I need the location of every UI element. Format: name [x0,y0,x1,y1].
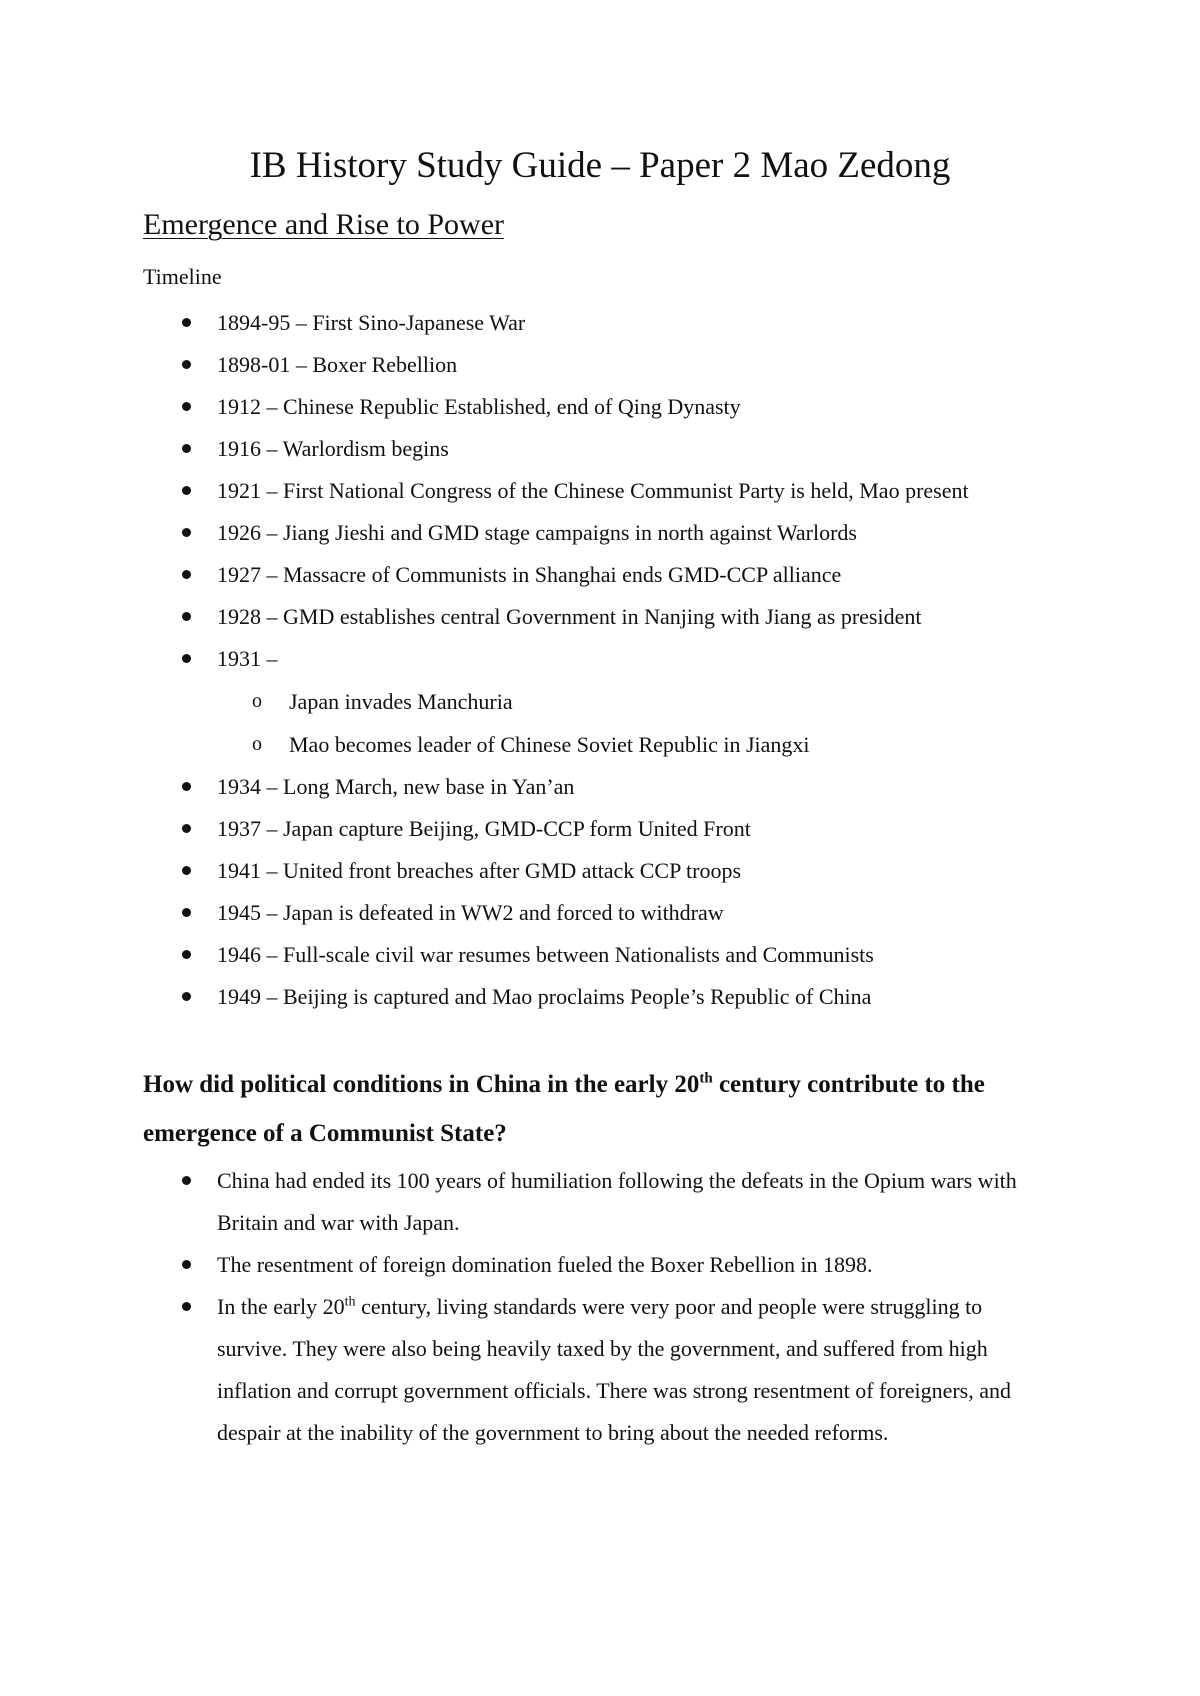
timeline-entry: 1926 – Jiang Jieshi and GMD stage campaigns in north against Warlords [217,520,857,545]
list-item [0,638,1200,766]
bullet-icon [182,402,191,411]
bullet-icon [182,486,191,495]
timeline-entry: 1937 – Japan capture Beijing, GMD-CCP form United Front [217,816,751,841]
bullet-icon [182,950,191,959]
bullet-icon [182,444,191,453]
bullet-icon [182,528,191,537]
list-item [0,344,1200,386]
timeline-entry: 1931 – [217,646,278,671]
sub-list-item [0,723,1200,766]
bullet-icon [182,782,191,791]
list-item [0,386,1200,428]
bullet-icon [182,824,191,833]
answer-text-2: century, living standards were very poor and people were struggling to survive. They were also being heavily taxed by the government, and suffered from high inflation and corrupt government officials. There was strong resentment of foreigners, and despair at the inability of the government to bring about the needed reforms. [217,1294,1011,1445]
list-item [0,976,1200,1018]
bullet-icon [182,1260,191,1269]
bullet-icon [182,1176,191,1185]
question-superscript: th [699,1070,713,1087]
answer-text: China had ended its 100 years of humiliation following the defeats in the Opium wars with Britain and war with Japan. [217,1168,1017,1235]
bullet-icon [182,612,191,621]
sub-list [217,680,1200,766]
list-item [0,808,1200,850]
list-item [0,766,1200,808]
timeline-entry: 1898-01 – Boxer Rebellion [217,352,458,377]
list-item [0,1286,1200,1454]
bullet-icon [182,318,191,327]
answer-text: The resentment of foreign domination fueled the Boxer Rebellion in 1898. [217,1252,873,1277]
answer-list [0,1160,1200,1454]
sub-list-item [0,680,1200,723]
timeline-entry: 1921 – First National Congress of the Chinese Communist Party is held, Mao present [217,478,969,503]
timeline-entry: 1934 – Long March, new base in Yan’an [217,774,575,799]
bullet-icon [182,866,191,875]
circle-bullet-icon: o [252,733,262,755]
timeline-entry: 1946 – Full-scale civil war resumes between Nationalists and Communists [217,942,874,967]
timeline-entry: 1916 – Warlordism begins [217,436,449,461]
list-item [0,850,1200,892]
section-heading: Emergence and Rise to Power [143,208,505,241]
timeline-entry: 1941 – United front breaches after GMD attack CCP troops [217,858,742,883]
list-item [0,554,1200,596]
list-item [0,1160,1200,1244]
timeline-list [0,302,1200,1018]
list-item [0,934,1200,976]
question-heading [143,1060,1083,1158]
list-item [0,512,1200,554]
page-title: IB History Study Guide – Paper 2 Mao Zedong [249,145,951,186]
list-item [0,428,1200,470]
timeline-entry: 1949 – Beijing is captured and Mao proclaims People’s Republic of China [217,984,872,1009]
answer-text-1: In the early 20 [217,1294,345,1319]
list-item [0,892,1200,934]
timeline-label: Timeline [143,264,222,289]
timeline-entry: 1894-95 – First Sino-Japanese War [217,310,526,335]
sub-entry: Mao becomes leader of Chinese Soviet Republic in Jiangxi [289,732,810,757]
question-text-2: century contribute to the emergence of a Communist State? [143,1071,985,1147]
list-item [0,470,1200,512]
list-item [0,596,1200,638]
bullet-icon [182,1302,191,1311]
timeline-entry: 1945 – Japan is defeated in WW2 and forced to withdraw [217,900,724,925]
answer-superscript: th [344,1294,356,1310]
bullet-icon [182,908,191,917]
circle-bullet-icon: o [252,690,262,712]
bullet-icon [182,360,191,369]
timeline-entry: 1927 – Massacre of Communists in Shanghai ends GMD-CCP alliance [217,562,842,587]
timeline-entry: 1912 – Chinese Republic Established, end of Qing Dynasty [217,394,741,419]
bullet-icon [182,654,191,663]
sub-entry: Japan invades Manchuria [289,689,513,714]
list-item [0,1244,1200,1286]
bullet-icon [182,570,191,579]
question-text-1: How did political conditions in China in the early 20 [143,1071,700,1098]
timeline-entry: 1928 – GMD establishes central Government in Nanjing with Jiang as president [217,604,922,629]
list-item [0,302,1200,344]
bullet-icon [182,992,191,1001]
